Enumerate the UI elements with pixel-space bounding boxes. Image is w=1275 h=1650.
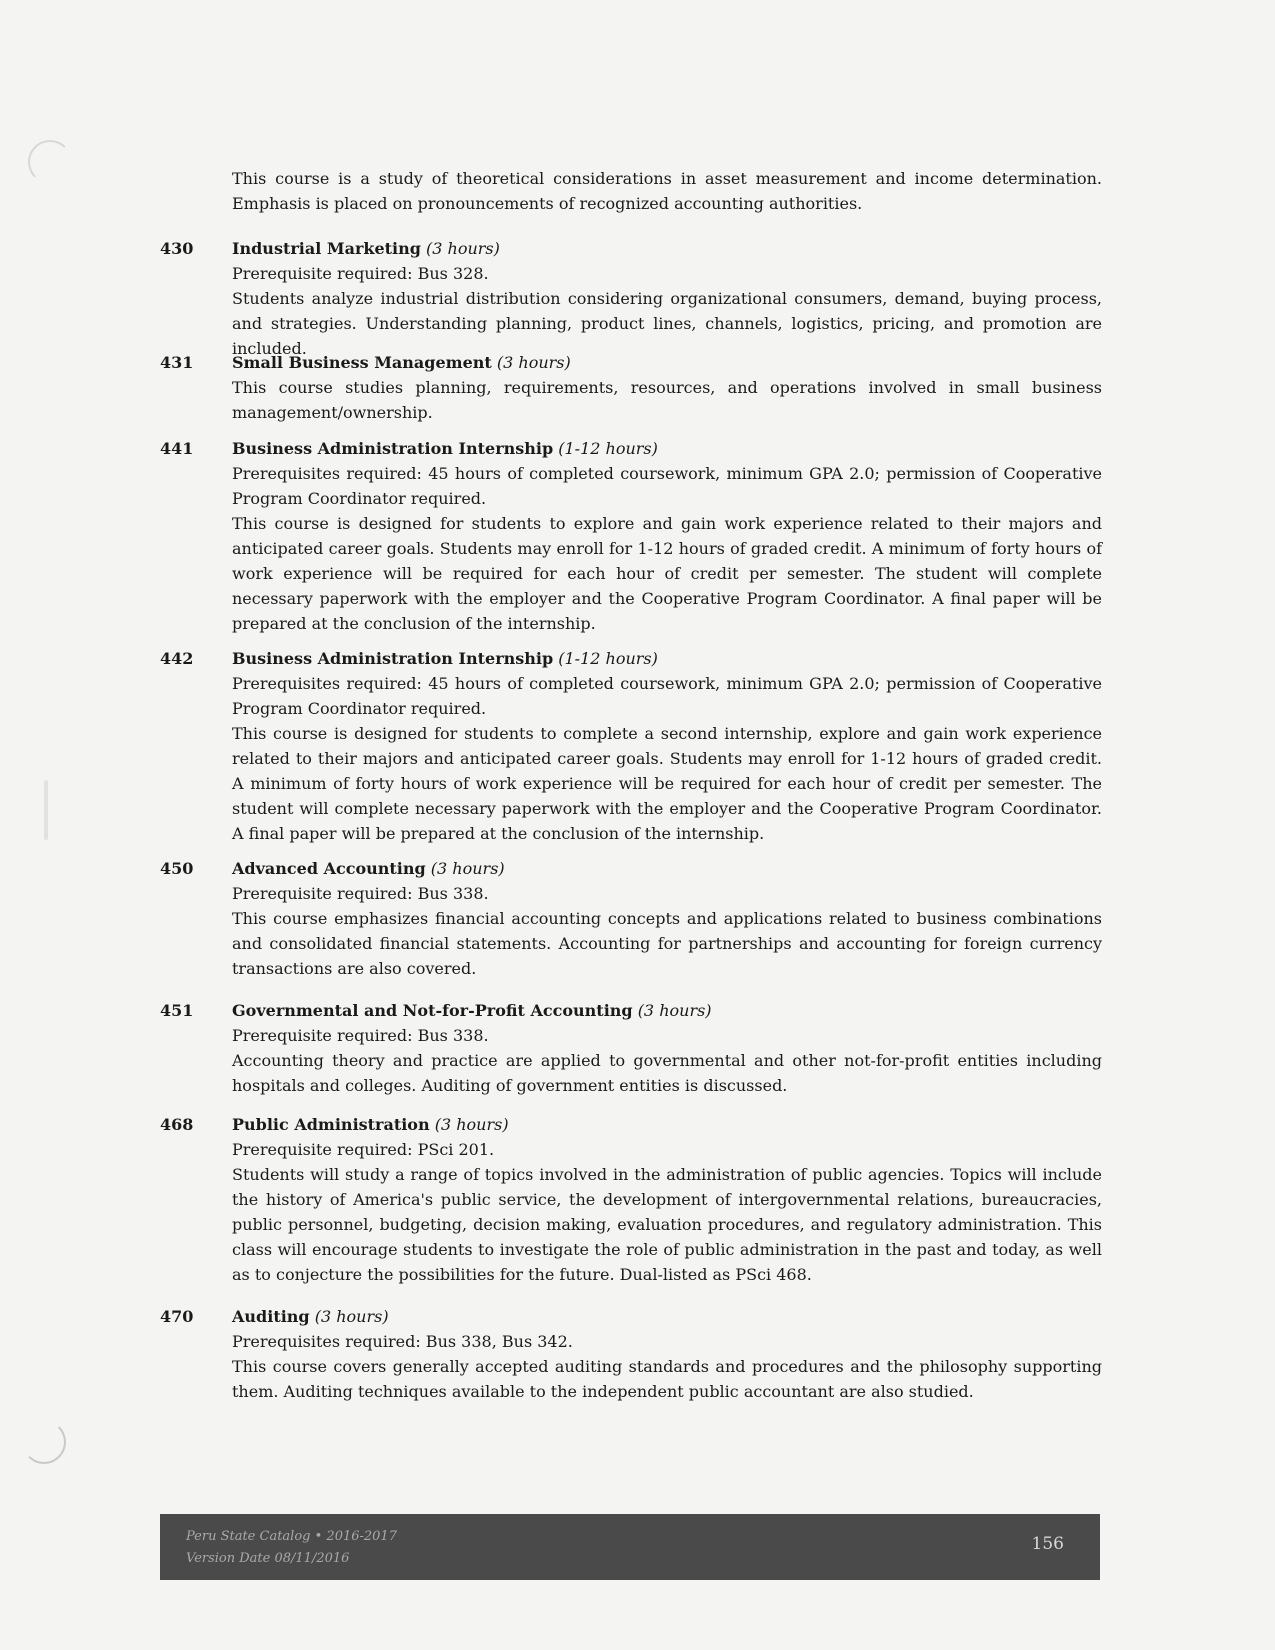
binder-hole-mark (28, 140, 72, 184)
page-footer (160, 1514, 1100, 1580)
course-title: Auditing (232, 1307, 310, 1326)
course-description: This course studies planning, requirements, resources, and operations involved in small business management/ownership. (232, 378, 1102, 422)
catalog-name: Peru State Catalog • 2016-2017 (186, 1529, 397, 1544)
course-title: Governmental and Not-for-Profit Accounting (232, 1001, 633, 1020)
footer-meta (186, 1526, 397, 1570)
course-description: This course is designed for students to complete a second internship, explore and gain work experience related to their majors and anticipated career goals. Students may enroll for 1-12 hours of graded credit. A minimum of forty hours of work experience will be required for each hour of credit per semester. The student will complete necessary paperwork with the employer and the Cooperative Program Coordinator. A final paper will be prepared at the conclusion of the internship. (232, 724, 1102, 843)
course-title: Advanced Accounting (232, 859, 426, 878)
course-prerequisite: Prerequisite required: Bus 338. (232, 1026, 489, 1045)
course-description: Accounting theory and practice are applied to governmental and other not-for-profit entities including hospitals and colleges. Auditing of government entities is discussed. (232, 1051, 1102, 1095)
course-body (232, 856, 1102, 981)
version-date: Version Date 08/11/2016 (186, 1551, 350, 1566)
course-description: This course covers generally accepted auditing standards and procedures and the philosophy supporting them. Auditing techniques available to the independent public accountant are also studied. (232, 1357, 1102, 1401)
course-number: 430 (160, 239, 194, 258)
course-number: 470 (160, 1307, 194, 1326)
course-hours: (3 hours) (430, 859, 505, 878)
course-hours: (3 hours) (496, 353, 571, 372)
course-description: This course emphasizes financial accounting concepts and applications related to business combinations and consolidated financial statements. Accounting for partnerships and accounting for foreign currency transactions are also covered. (232, 909, 1102, 978)
course-prerequisite: Prerequisite required: Bus 338. (232, 884, 489, 903)
course-number: 468 (160, 1115, 194, 1134)
course-body (232, 1304, 1102, 1404)
course-title: Business Administration Internship (232, 439, 554, 458)
course-prerequisite: Prerequisite required: Bus 328. (232, 264, 489, 283)
course-title: Public Administration (232, 1115, 430, 1134)
course-body (232, 646, 1102, 846)
course-body (232, 236, 1102, 361)
binder-hole-mark (44, 780, 48, 840)
course-prerequisite: Prerequisite required: PSci 201. (232, 1140, 495, 1159)
course-number: 441 (160, 439, 194, 458)
course-hours: (3 hours) (426, 239, 500, 258)
course-number: 431 (160, 353, 194, 372)
course-prerequisite: Prerequisites required: 45 hours of completed coursework, minimum GPA 2.0; permission of Cooperative Program Coordinator required. (232, 464, 1102, 508)
course-hours: (3 hours) (314, 1307, 389, 1326)
course-prerequisite: Prerequisites required: 45 hours of completed coursework, minimum GPA 2.0; permission of Cooperative Program Coordinator required. (232, 674, 1102, 718)
course-description: This course is designed for students to explore and gain work experience related to their majors and anticipated career goals. Students may enroll for 1-12 hours of graded credit. A minimum of forty hours of work experience will be required for each hour of credit per semester. The student will complete necessary paperwork with the employer and the Cooperative Program Coordinator. A final paper will be prepared at the conclusion of the internship. (232, 514, 1102, 633)
course-number: 442 (160, 649, 194, 668)
course-hours: (3 hours) (434, 1115, 509, 1134)
course-title: Business Administration Internship (232, 649, 554, 668)
page-number: 156 (1031, 1534, 1064, 1554)
course-body (232, 998, 1102, 1098)
course-description: Students analyze industrial distribution considering organizational consumers, demand, buying process, and strategies. Understanding planning, product lines, channels, logistics, pricing, and promotion are included. (232, 289, 1102, 358)
course-description: Students will study a range of topics involved in the administration of public agencies. Topics will include the history of America's public service, the development of intergovernmental relations, bureaucracies, public personnel, budgeting, decision making, evaluation procedures, and regulatory administration. This class will encourage students to investigate the role of public administration in the past and today, as well as to conjecture the possibilities for the future. Dual-listed as PSci 468. (232, 1165, 1102, 1284)
course-prerequisite: Prerequisites required: Bus 338, Bus 342. (232, 1332, 573, 1351)
binder-hole-mark (22, 1420, 66, 1464)
course-body (232, 436, 1102, 636)
course-hours: (1-12 hours) (558, 439, 658, 458)
course-number: 450 (160, 859, 194, 878)
course-body (232, 350, 1102, 425)
course-title: Small Business Management (232, 353, 492, 372)
course-number: 451 (160, 1001, 194, 1020)
course-body (232, 1112, 1102, 1287)
continued-course-description: This course is a study of theoretical considerations in asset measurement and income determination. Emphasis is placed on pronouncements of recognized accounting authorities. (232, 169, 1102, 213)
course-hours: (3 hours) (637, 1001, 712, 1020)
course-hours: (1-12 hours) (558, 649, 658, 668)
course-title: Industrial Marketing (232, 239, 421, 258)
